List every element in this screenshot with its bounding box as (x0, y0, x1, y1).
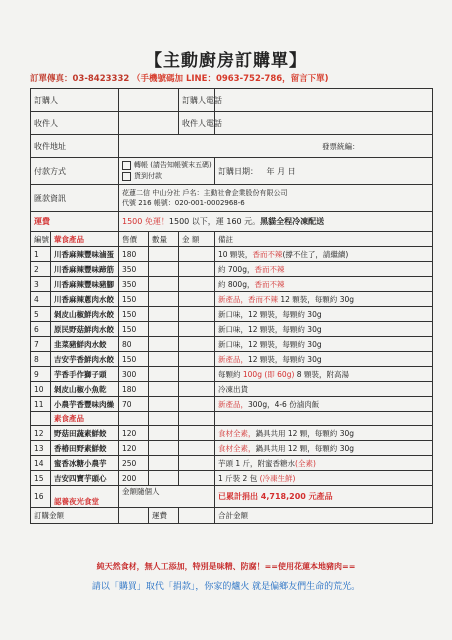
note-note2: 8 顆裝，附高湯 (294, 369, 349, 379)
note-note: 新口味，12 顆裝，每顆約 30g (218, 339, 322, 349)
note-note-red: 食材全素， (218, 428, 256, 438)
item-price: 120 (119, 426, 149, 441)
buyer-phone-field[interactable] (215, 89, 433, 112)
table-header (31, 232, 433, 247)
table-row (31, 292, 433, 307)
note-cell (215, 441, 433, 456)
header-price: 售價 (119, 232, 149, 247)
shipping-total-field[interactable] (179, 508, 215, 524)
donation-note: 已累計捐出 4,718,200 元產品 (215, 486, 433, 508)
fax-label: 訂單傳真： (30, 74, 73, 84)
item-no: 16 (31, 486, 51, 508)
pay-option-label: 轉帳 (請告知帳號末五碼) (134, 161, 212, 169)
item-name: 川香麻辣蔥肉水餃 (51, 292, 119, 307)
item-price: 180 (119, 382, 149, 397)
amount-label: 金額隨個人 (119, 486, 215, 508)
item-qty-field[interactable] (149, 337, 179, 352)
veg-header-empty (215, 412, 433, 426)
note-note-red: 新產品， (218, 294, 248, 304)
fax-number: 03-8423332 (72, 74, 130, 84)
note-cell (215, 277, 433, 292)
item-amount-field[interactable] (179, 277, 215, 292)
table-row (31, 322, 433, 337)
item-price: 350 (119, 277, 149, 292)
note-note: 10 顆裝， (218, 249, 253, 259)
note-cell (215, 262, 433, 277)
header-product: 葷食產品 (51, 232, 119, 247)
item-no: 4 (31, 292, 51, 307)
note-cell (215, 397, 433, 412)
note-cell (215, 247, 433, 262)
shipping-info (119, 212, 433, 232)
item-price: 200 (119, 471, 149, 486)
table-row (31, 426, 433, 441)
item-qty-field[interactable] (149, 382, 179, 397)
item-qty-field[interactable] (149, 307, 179, 322)
item-price: 150 (119, 307, 149, 322)
order-form (30, 88, 433, 524)
item-amount-field[interactable] (179, 441, 215, 456)
totals-row (31, 508, 433, 524)
item-qty-field[interactable] (149, 352, 179, 367)
table-row (31, 441, 433, 456)
item-qty-field[interactable] (149, 322, 179, 337)
grand-total[interactable] (215, 508, 433, 524)
note-note-red2: 香而不辣 (254, 279, 285, 289)
table-row (31, 471, 433, 486)
note-cell (215, 352, 433, 367)
item-qty-field[interactable] (149, 426, 179, 441)
note-note: 新口味，12 顆裝，每顆約 30g (218, 309, 322, 319)
item-name: 原民野菇鮮肉水餃 (51, 322, 119, 337)
note-note: 新口味，12 顆裝，每顆約 30g (218, 324, 322, 334)
shipping-label: 運費 (31, 212, 119, 232)
buyer-label: 訂購人 (31, 89, 119, 112)
item-no: 8 (31, 352, 51, 367)
item-qty-field[interactable] (149, 441, 179, 456)
table-row (31, 337, 433, 352)
item-name: 小農芋香豐味肉燥 (51, 397, 119, 412)
item-qty-field[interactable] (149, 292, 179, 307)
item-no: 5 (31, 307, 51, 322)
note-note-red2: (全素) (295, 458, 316, 468)
note-cell (215, 307, 433, 322)
veg-header-empty (149, 412, 179, 426)
note-cell (215, 456, 433, 471)
veg-header-empty (179, 412, 215, 426)
item-name: 蜜香冰糖小農芋 (51, 456, 119, 471)
item-price: 80 (119, 337, 149, 352)
item-qty-field[interactable] (149, 397, 179, 412)
note-note: 鍋具共用 12 顆，每顆約 30g (255, 428, 354, 438)
item-name: 韭菜豬鮮肉水餃 (51, 337, 119, 352)
item-amount-field[interactable] (179, 247, 215, 262)
item-name: 川香麻辣豐味滷蛋 (51, 247, 119, 262)
order-amount-field[interactable] (119, 508, 149, 524)
bank-line-1: 花蓮二信 中山分社 戶名：主動社會企業股份有限公司 (122, 189, 288, 197)
note-cell (215, 471, 433, 486)
item-price: 70 (119, 397, 149, 412)
fax-line (30, 72, 450, 84)
table-row (31, 397, 433, 412)
item-no: 3 (31, 277, 51, 292)
veg-header-row (31, 412, 433, 426)
note-cell (215, 292, 433, 307)
shipping-total-label: 運費 (149, 508, 179, 524)
note-note: 每顆約 (218, 369, 243, 379)
order-date[interactable] (215, 158, 433, 185)
ship-cold: 黑貓全程冷凍配送 (260, 217, 325, 226)
item-amount-field[interactable] (179, 322, 215, 337)
checkbox[interactable] (122, 161, 131, 170)
payment-options (119, 158, 215, 185)
item-amount-field[interactable] (179, 352, 215, 367)
item-amount-field[interactable] (179, 456, 215, 471)
ship-text: 1500 以下，運 160 元。 (168, 217, 261, 226)
header-no: 編號 (31, 232, 51, 247)
item-no: 9 (31, 367, 51, 382)
item-no: 15 (31, 471, 51, 486)
item-no: 12 (31, 426, 51, 441)
payment-label: 付款方式 (31, 158, 119, 185)
table-row (31, 262, 433, 277)
veg-header-empty (119, 412, 149, 426)
note-note: 1 斤裝 2 包 (218, 473, 260, 483)
order-date-label: 訂購日期： (218, 166, 258, 176)
item-name: 川香麻辣豐味豬腳 (51, 277, 119, 292)
note-note: 約 800g， (218, 279, 255, 289)
item-name: 剝皮山椒小魚乾 (51, 382, 119, 397)
item-price: 180 (119, 247, 149, 262)
pay-option-transfer[interactable] (122, 160, 211, 171)
adopt-row (31, 486, 433, 508)
item-qty-field[interactable] (149, 277, 179, 292)
invoice-label: 發票統編： (322, 141, 360, 151)
item-name: 川香麻辣豐味蹄筋 (51, 262, 119, 277)
footer-line-2: 請以「購買」取代「捐款」，你家的爐火 就是偏鄉友們生命的荒光。 (91, 582, 361, 592)
item-price: 120 (119, 441, 149, 456)
note-cell (215, 337, 433, 352)
item-name: 吉安四寶芋頭心 (51, 471, 119, 486)
table-row (31, 247, 433, 262)
header-amount: 金 額 (179, 232, 215, 247)
veg-header-no (31, 412, 51, 426)
item-name: 野菇田蔬素鮮餃 (51, 426, 119, 441)
table-row (31, 352, 433, 367)
item-price: 150 (119, 292, 149, 307)
item-amount-field[interactable] (179, 307, 215, 322)
note-note: 約 700g， (218, 264, 255, 274)
item-amount-field[interactable] (179, 471, 215, 486)
item-no: 10 (31, 382, 51, 397)
item-name: 芋香手作獅子頭 (51, 367, 119, 382)
note-cell (215, 322, 433, 337)
bank-line-2: 代號 216 帳號：020-001-0002968-6 (122, 199, 245, 207)
note-note-red: 新產品， (218, 354, 248, 364)
item-qty-field[interactable] (149, 262, 179, 277)
buyer-field[interactable] (119, 89, 179, 112)
item-no: 11 (31, 397, 51, 412)
note-note: 鍋具共用 12 顆，每顆約 30g (255, 443, 354, 453)
address-field[interactable] (119, 135, 433, 158)
item-no: 2 (31, 262, 51, 277)
item-amount-field[interactable] (179, 262, 215, 277)
note-note: 芋頭 1 斤，附蜜香糖水 (218, 458, 296, 468)
address-label: 收件地址 (31, 135, 119, 158)
note-cell (215, 426, 433, 441)
bank-info (119, 185, 433, 212)
item-amount-field[interactable] (179, 382, 215, 397)
order-amount-label: 訂購金額 (31, 508, 119, 524)
item-amount-field[interactable] (179, 337, 215, 352)
page-title: 【主動廚房訂購單】 (145, 51, 307, 71)
note-note-red2: (冷凍生鮮) (259, 473, 296, 483)
item-qty-field[interactable] (149, 247, 179, 262)
item-name: 剝皮山椒鮮肉水餃 (51, 307, 119, 322)
item-qty-field[interactable] (149, 456, 179, 471)
item-name: 認養夜光食堂 (51, 486, 119, 508)
item-name: 香椿田野素鮮餃 (51, 441, 119, 456)
total-label: 合計金額 (218, 511, 248, 520)
note-note-red: 新產品， (218, 399, 248, 409)
note-note: 300g，4-6 份滷肉飯 (248, 399, 320, 409)
table-row (31, 277, 433, 292)
header-qty: 數量 (149, 232, 179, 247)
item-price: 350 (119, 262, 149, 277)
note-note-red2: 100g (即 60g) (242, 369, 295, 379)
note-note2: (撐不住了，請繼續) (282, 249, 349, 259)
note-cell (215, 382, 433, 397)
item-price: 150 (119, 352, 149, 367)
checkbox[interactable] (122, 172, 131, 181)
note-note: 12 顆裝，每顆約 30g (248, 354, 322, 364)
note-note-red2: 香而不辣 (248, 294, 278, 304)
note-note2: 12 顆裝，每顆約 30g (278, 294, 354, 304)
receiver-field[interactable] (119, 112, 179, 135)
item-amount-field[interactable] (179, 397, 215, 412)
note-note-red2: 香而不辣 (252, 249, 283, 259)
item-qty-field[interactable] (149, 367, 179, 382)
veg-header: 素食產品 (51, 412, 119, 426)
item-no: 14 (31, 456, 51, 471)
item-price: 150 (119, 322, 149, 337)
note-cell (215, 367, 433, 382)
date-units: 年 月 日 (266, 166, 296, 176)
item-amount-field[interactable] (179, 426, 215, 441)
note-note-red2: 香而不辣 (254, 264, 285, 274)
item-no: 13 (31, 441, 51, 456)
table-row (31, 382, 433, 397)
receiver-label: 收件人 (31, 112, 119, 135)
item-no: 7 (31, 337, 51, 352)
table-row (31, 367, 433, 382)
item-amount-field[interactable] (179, 292, 215, 307)
header-note: 備註 (215, 232, 433, 247)
table-row (31, 456, 433, 471)
item-amount-field[interactable] (179, 367, 215, 382)
buyer-phone-label: 訂購人電話 (179, 89, 215, 112)
item-name: 吉安芋香鮮肉水餃 (51, 352, 119, 367)
item-price: 300 (119, 367, 149, 382)
footer-line-1: 純天然食材，無人工添加，特別是味精、防腐！==使用花蓮本地豬肉== (96, 562, 356, 571)
note-note: 冷凍出貨 (218, 384, 248, 394)
pay-option-label: 貨到付款 (134, 172, 162, 180)
pay-option-cod[interactable] (122, 171, 211, 182)
item-price: 250 (119, 456, 149, 471)
ship-free: 1500 免運！ (122, 217, 169, 226)
table-row (31, 307, 433, 322)
note-note-red: 食材全素， (218, 443, 256, 453)
receiver-phone-label: 收件人電話 (179, 112, 215, 135)
item-qty-field[interactable] (149, 471, 179, 486)
item-no: 1 (31, 247, 51, 262)
receiver-phone-field[interactable] (215, 112, 433, 135)
item-no: 6 (31, 322, 51, 337)
remit-label: 匯款資訊 (31, 185, 119, 212)
line-note: （手機號碼加 LINE：0963-752-786，留言下單) (131, 74, 329, 84)
